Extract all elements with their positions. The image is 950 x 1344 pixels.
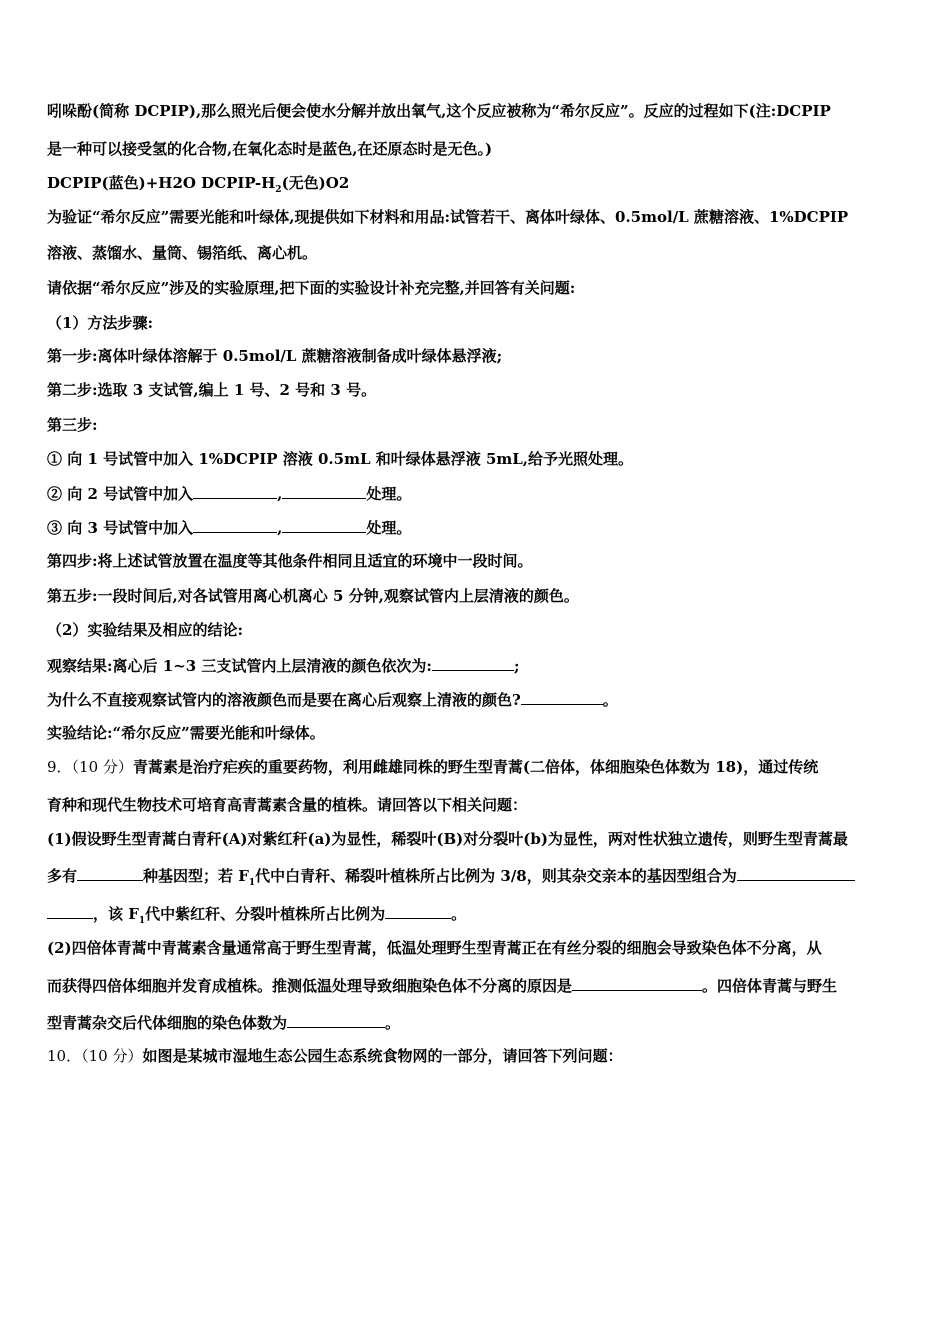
text: , [277,519,283,537]
answer-blank[interactable] [47,903,93,919]
observation-line [47,655,520,676]
text: 第二步:选取 3 支试管,编上 1 号、2 号和 3 号。 [47,381,377,399]
step-2 [47,380,376,400]
text: 请依据“希尔反应”涉及的实验原理,把下面的实验设计补充完整,并回答有关问题: [47,279,576,297]
text: 观察结果:离心后 1~3 三支试管内上层清液的颜色依次为: [47,657,432,675]
question-9-line-5 [47,903,466,931]
text: 为验证“希尔反应”需要光能和叶绿体,现提供如下材料和用品:试管若干、离体叶绿体、0.5mol/L 蔗糖溶液、1%DCPIP [47,208,849,226]
subscript: 1 [248,878,256,888]
text: 吲哚酚(简称 DCPIP),那么照光后便会使水分解并放出氧气,这个反应被称为“希尔反应”。反应的过程如下(注:DCPIP [47,102,831,120]
question-9-line-6 [47,938,822,958]
step-1 [47,346,502,366]
text: 第三步: [47,416,98,434]
instruction-line [47,278,575,298]
text: 溶液、蒸馏水、量筒、锡箔纸、离心机。 [47,244,318,262]
text: 处理。 [366,519,412,537]
text: 型青蒿杂交后代体细胞的染色体数为 [47,1014,288,1032]
why-question-line [47,689,618,710]
answer-blank[interactable] [432,655,514,671]
step-3-tube-1 [47,449,633,469]
answer-blank[interactable] [193,517,277,533]
text: 代中白青秆、稀裂叶植株所占比例为 3/8，则其杂交亲本的基因型组合为 [255,867,737,885]
question-9-line-4 [47,865,855,893]
section-methods-heading [47,313,153,333]
question-number: 9．（10 分） [47,758,133,776]
answer-blank[interactable] [521,689,603,705]
answer-blank[interactable] [385,903,451,919]
answer-blank[interactable] [282,517,366,533]
step-4 [47,551,533,571]
equation-left: DCPIP(蓝色)+H2O DCPIP-H [47,174,276,192]
materials-line-1 [47,207,848,227]
text: 处理。 [366,485,412,503]
text: 第五步:一段时间后,对各试管用离心机离心 5 分钟,观察试管内上层清液的颜色。 [47,587,579,605]
question-number: 10．（10 分） [47,1047,143,1065]
reaction-equation [47,173,349,200]
question-9-line-8 [47,1012,400,1033]
text: 。 [602,691,618,709]
section-results-heading [47,620,243,640]
question-10-line-1 [47,1046,622,1066]
step-5 [47,586,579,606]
text: 。 [451,905,467,923]
step-3-tube-3 [47,517,411,538]
answer-blank[interactable] [287,1012,385,1028]
text: （2）实验结果及相应的结论: [47,621,243,639]
materials-line-2 [47,243,317,263]
text: 多有 [47,867,78,885]
step-3 [47,415,98,435]
answer-blank[interactable] [737,865,855,881]
subscript: 1 [138,916,146,926]
question-9-line-7 [47,975,837,996]
paragraph-intro-line-2 [47,139,492,159]
text: , [277,485,283,503]
text: ① 向 1 号试管中加入 1%DCPIP 溶液 0.5mL 和叶绿体悬浮液 5mL,给予光照处理。 [47,450,634,468]
text: 。四倍体青蒿与野生 [702,977,838,995]
question-9-line-2 [47,795,527,815]
answer-blank[interactable] [193,483,277,499]
text: 第四步:将上述试管放置在温度等其他条件相同且适宜的环境中一段时间。 [47,552,533,570]
text: 而获得四倍体细胞并发育成植株。推测低温处理导致细胞染色体不分离的原因是 [47,977,573,995]
text: ; [513,657,520,675]
question-9-line-3 [47,829,848,849]
question-9-line-1 [47,757,818,777]
text: 第一步:离体叶绿体溶解于 0.5mol/L 蔗糖溶液制备成叶绿体悬浮液; [47,347,503,365]
answer-blank[interactable] [572,975,702,991]
equation-right: (无色)O2 [281,174,350,192]
text: 实验结论:“希尔反应”需要光能和叶绿体。 [47,724,325,742]
equation-subscript: 2 [275,185,282,195]
text: （1）方法步骤: [47,314,153,332]
text: 青蒿素是治疗疟疾的重要药物，利用雌雄同株的野生型青蒿(二倍体，体细胞染色体数为 18)，通过传统 [132,758,819,776]
answer-blank[interactable] [77,865,143,881]
text: 为什么不直接观察试管内的溶液颜色而是要在离心后观察上清液的颜色? [47,691,521,709]
answer-blank[interactable] [282,483,366,499]
text: ③ 向 3 号试管中加入 [47,519,194,537]
text: ② 向 2 号试管中加入 [47,485,194,503]
text: ，该 F [93,905,139,923]
text: 代中紫红秆、分裂叶植株所占比例为 [145,905,386,923]
paragraph-intro-line-1 [47,101,831,121]
text: 。 [385,1014,401,1032]
text: (1)假设野生型青蒿白青秆(A)对紫红秆(a)为显性，稀裂叶(B)对分裂叶(b)为显性，两对性状独立遗传，则野生型青蒿最 [47,830,848,848]
text: 育种和现代生物技术可培育高青蒿素含量的植株。请回答以下相关问题： [47,796,528,814]
text: 如图是某城市湿地生态公园生态系统食物网的一部分，请回答下列问题： [142,1047,623,1065]
text: (2)四倍体青蒿中青蒿素含量通常高于野生型青蒿，低温处理野生型青蒿正在有丝分裂的细胞会导致染色体不分离，从 [47,939,822,957]
conclusion-line [47,723,325,743]
step-3-tube-2 [47,483,411,504]
text: 是一种可以接受氢的化合物,在氧化态时是蓝色,在还原态时是无色。) [47,140,493,158]
text: 种基因型；若 F [143,867,249,885]
